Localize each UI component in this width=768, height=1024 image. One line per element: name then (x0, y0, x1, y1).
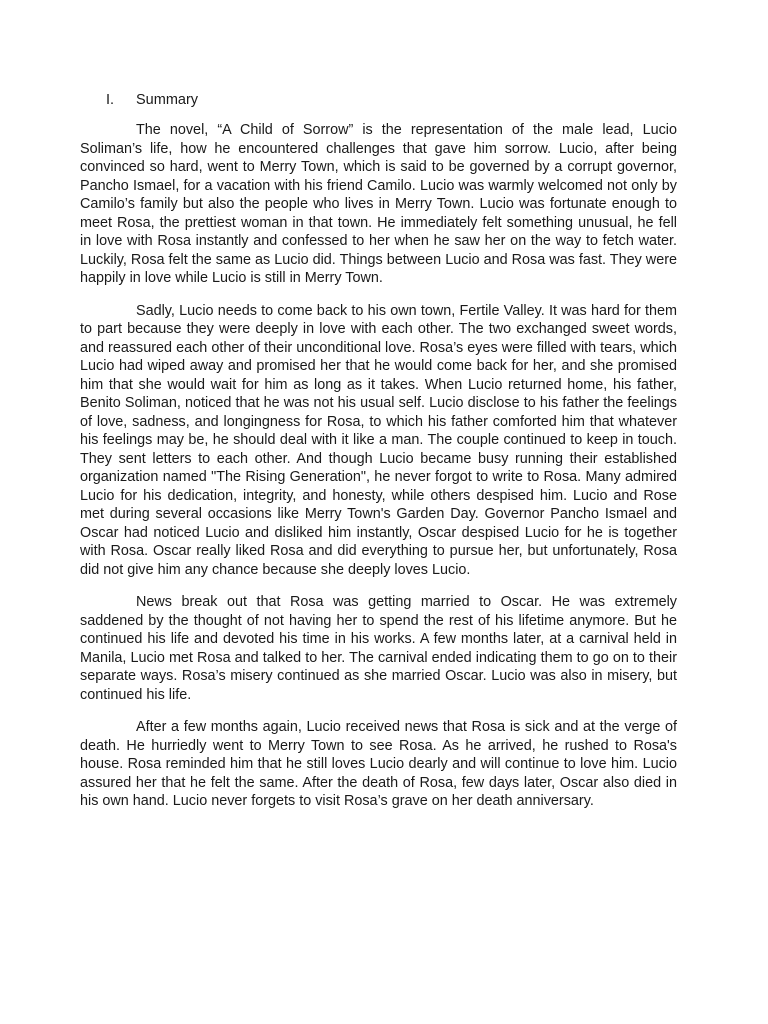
paragraph-4: After a few months again, Lucio received news that Rosa is sick and at the verge of death. He hurriedly went to Merry Town to see Rosa. As he arrived, he rushed to Rosa's house. Rosa reminded him that he still loves Lucio dearly and will continue to love him. Lucio assured her that he felt the same. After the death of Rosa, few days later, Oscar also died in his own hand. Lucio never forgets to visit Rosa’s grave on her death anniversary. (80, 719, 677, 809)
section-title: Summary (136, 92, 199, 108)
paragraph-3: News break out that Rosa was getting married to Oscar. He was extremely saddened by the thought of not having her to spend the rest of his lifetime anymore. But he continued his life and devoted his time in his works. A few months later, at a carnival held in Manila, Lucio met Rosa and talked to her. The carnival ended indicating them to go on to their separate ways. Rosa’s misery continued as she married Oscar. Lucio was also in misery, but continued his life. (80, 594, 677, 703)
paragraph-2: Sadly, Lucio needs to come back to his own town, Fertile Valley. It was hard for them to part because they were deeply in love with each other. The two exchanged sweet words, and reassured each other of their unconditional love. Rosa’s eyes were filled with tears, which Lucio had wiped away and promised her that he would come back for her, and she promised him that she would wait for him as long as it takes. When Lucio returned home, his father, Benito Soliman, noticed that he was not his usual self. Lucio disclose to his father the feelings of love, sadness, and longingness for Rosa, to which his father comforted him that whatever his feelings may be, he should deal with it like a man. The couple continued to keep in touch. They sent letters to each other. And though Lucio became busy running their established organization named "The Rising Generation", he never forgot to write to Rosa. Many admired Lucio for his dedication, integrity, and honesty, while others despised him. Lucio and Rose met during several occasions like Merry Town's Garden Day. Governor Pancho Ismael and Oscar had noticed Lucio and disliked him instantly, Oscar despised Lucio for he is together with Rosa. Oscar really liked Rosa and did everything to pursue her, but unfortunately, Rosa did not give him any chance because she deeply loves Lucio. (80, 302, 677, 578)
paragraph-1: The novel, “A Child of Sorrow” is the representation of the male lead, Lucio Soliman’s life, how he encountered challenges that gave him sorrow. Lucio, after being convinced so hard, went to Merry Town, which is said to be governed by a corrupt governor, Pancho Ismael, for a vacation with his friend Camilo. Lucio was warmly welcomed not only by Camilo’s family but also the people who lives in Merry Town. Lucio was fortunate enough to meet Rosa, the prettiest woman in that town. He immediately felt something unusual, he fell in love with Rosa instantly and confessed to her when he saw her on the way to fetch water. Luckily, Rosa felt the same as Lucio did. Things between Lucio and Rosa was fast. They were happily in love while Lucio is still in Merry Town. (80, 122, 677, 286)
summary-body (80, 121, 677, 825)
section-number: I. (106, 92, 115, 108)
section-heading (106, 92, 198, 108)
